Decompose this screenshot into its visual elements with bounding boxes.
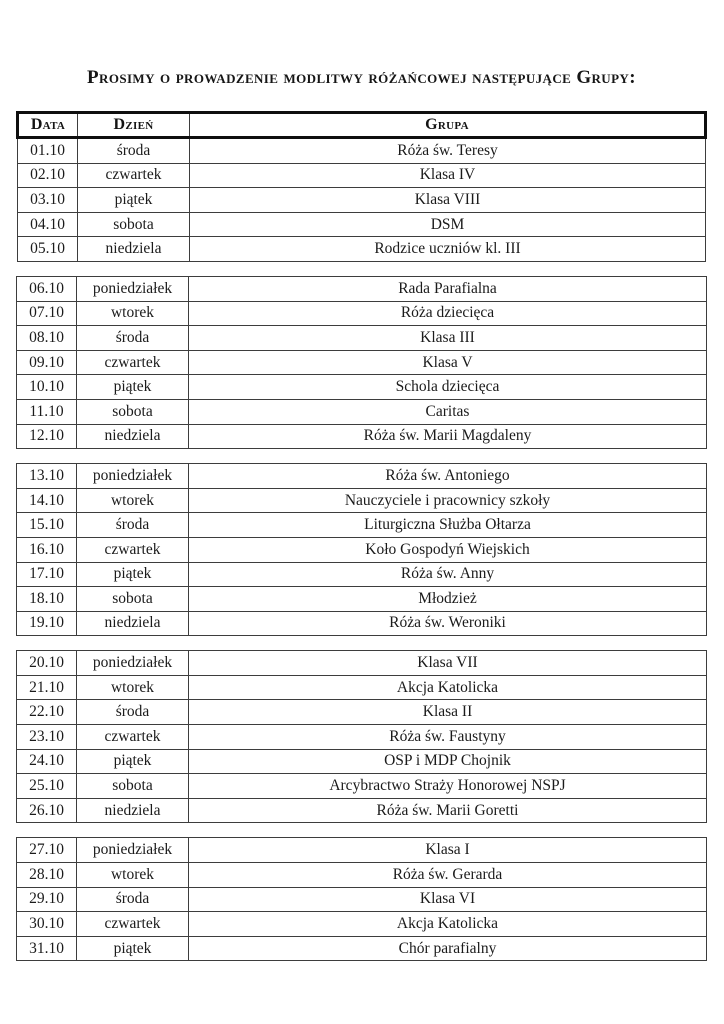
group-cell: Róża św. Anny [189, 562, 707, 587]
group-cell: Klasa II [189, 700, 707, 725]
table-row [17, 887, 707, 912]
day-cell: piątek [77, 749, 189, 774]
date-cell: 02.10 [18, 163, 78, 188]
day-cell: środa [78, 138, 190, 164]
table-row [17, 651, 707, 676]
date-cell: 10.10 [17, 375, 77, 400]
group-cell: Liturgiczna Służba Ołtarza [189, 513, 707, 538]
table-row [17, 912, 707, 937]
day-cell: piątek [77, 562, 189, 587]
date-cell: 29.10 [17, 887, 77, 912]
group-cell: Akcja Katolicka [189, 675, 707, 700]
group-cell: Nauczyciele i pracownicy szkoły [189, 488, 707, 513]
date-cell: 11.10 [17, 399, 77, 424]
date-cell: 12.10 [17, 424, 77, 449]
group-cell: Koło Gospodyń Wiejskich [189, 537, 707, 562]
date-cell: 08.10 [17, 326, 77, 351]
table-row [17, 464, 707, 489]
day-cell: czwartek [77, 537, 189, 562]
table-row [17, 725, 707, 750]
group-cell: Klasa III [189, 326, 707, 351]
table-row [17, 774, 707, 799]
group-cell: Róża św. Marii Goretti [189, 798, 707, 823]
day-cell: środa [77, 887, 189, 912]
table-row [18, 212, 706, 237]
date-cell: 05.10 [18, 237, 78, 262]
day-cell: poniedziałek [77, 838, 189, 863]
table-row [18, 237, 706, 262]
group-cell: Róża św. Teresy [190, 138, 706, 164]
group-cell: Róża św. Marii Magdaleny [189, 424, 707, 449]
table-row [17, 399, 707, 424]
day-cell: wtorek [77, 301, 189, 326]
group-cell: Schola dziecięca [189, 375, 707, 400]
day-cell: poniedziałek [77, 276, 189, 301]
day-cell: czwartek [77, 912, 189, 937]
schedule-table-block-4 [16, 650, 707, 823]
date-cell: 28.10 [17, 863, 77, 888]
date-cell: 19.10 [17, 611, 77, 636]
table-row [17, 798, 707, 823]
group-cell: Klasa V [189, 350, 707, 375]
table-row [17, 424, 707, 449]
group-cell: Róża św. Antoniego [189, 464, 707, 489]
table-row [17, 513, 707, 538]
day-cell: niedziela [77, 611, 189, 636]
date-cell: 18.10 [17, 587, 77, 612]
day-cell: środa [77, 700, 189, 725]
group-cell: Róża św. Gerarda [189, 863, 707, 888]
date-cell: 24.10 [17, 749, 77, 774]
page-title: Prosimy o prowadzenie modlitwy różańcowej następujące Grupy: [87, 67, 636, 88]
column-header-dzien: Dzień [78, 113, 190, 138]
date-cell: 14.10 [17, 488, 77, 513]
day-cell: sobota [77, 774, 189, 799]
table-row [18, 188, 706, 213]
table-row [17, 301, 707, 326]
group-cell: OSP i MDP Chojnik [189, 749, 707, 774]
day-cell: poniedziałek [77, 651, 189, 676]
group-cell: Arcybractwo Straży Honorowej NSPJ [189, 774, 707, 799]
table-row [17, 326, 707, 351]
day-cell: piątek [78, 188, 190, 213]
day-cell: niedziela [77, 798, 189, 823]
day-cell: sobota [78, 212, 190, 237]
day-cell: czwartek [77, 725, 189, 750]
date-cell: 06.10 [17, 276, 77, 301]
table-row [17, 936, 707, 961]
column-header-data: Data [18, 113, 78, 138]
date-cell: 26.10 [17, 798, 77, 823]
table-row [17, 537, 707, 562]
table-row [17, 562, 707, 587]
day-cell: poniedziałek [77, 464, 189, 489]
column-header-grupa: Grupa [190, 113, 706, 138]
schedule-table-block-5 [16, 837, 707, 961]
day-cell: niedziela [78, 237, 190, 262]
day-cell: piątek [77, 375, 189, 400]
date-cell: 25.10 [17, 774, 77, 799]
group-cell: Róża św. Faustyny [189, 725, 707, 750]
table-row [17, 611, 707, 636]
table-row [17, 700, 707, 725]
day-cell: środa [77, 513, 189, 538]
day-cell: wtorek [77, 488, 189, 513]
group-cell: Rada Parafialna [189, 276, 707, 301]
schedule-table-block-3 [16, 463, 707, 636]
date-cell: 15.10 [17, 513, 77, 538]
group-cell: Akcja Katolicka [189, 912, 707, 937]
table-row [18, 163, 706, 188]
schedule-table-block-2 [16, 276, 707, 449]
date-cell: 17.10 [17, 562, 77, 587]
date-cell: 30.10 [17, 912, 77, 937]
date-cell: 03.10 [18, 188, 78, 213]
day-cell: sobota [77, 399, 189, 424]
day-cell: sobota [77, 587, 189, 612]
table-row [17, 375, 707, 400]
day-cell: wtorek [77, 675, 189, 700]
day-cell: piątek [77, 936, 189, 961]
group-cell: Róża dziecięca [189, 301, 707, 326]
group-cell: Klasa VIII [190, 188, 706, 213]
schedule-tables [16, 111, 707, 961]
table-row [17, 587, 707, 612]
group-cell: Caritas [189, 399, 707, 424]
group-cell: Młodzież [189, 587, 707, 612]
table-row [17, 350, 707, 375]
table-row [18, 138, 706, 164]
table-row [17, 488, 707, 513]
group-cell: Klasa VII [189, 651, 707, 676]
header-row [18, 113, 706, 138]
date-cell: 21.10 [17, 675, 77, 700]
date-cell: 16.10 [17, 537, 77, 562]
date-cell: 31.10 [17, 936, 77, 961]
table-row [17, 675, 707, 700]
date-cell: 04.10 [18, 212, 78, 237]
date-cell: 20.10 [17, 651, 77, 676]
group-cell: Rodzice uczniów kl. III [190, 237, 706, 262]
group-cell: Chór parafialny [189, 936, 707, 961]
group-cell: Klasa IV [190, 163, 706, 188]
day-cell: czwartek [78, 163, 190, 188]
table-row [17, 276, 707, 301]
date-cell: 27.10 [17, 838, 77, 863]
table-row [17, 838, 707, 863]
date-cell: 22.10 [17, 700, 77, 725]
day-cell: wtorek [77, 863, 189, 888]
table-row [17, 863, 707, 888]
schedule-table-block-1 [16, 111, 707, 262]
group-cell: Róża św. Weroniki [189, 611, 707, 636]
date-cell: 07.10 [17, 301, 77, 326]
date-cell: 13.10 [17, 464, 77, 489]
group-cell: Klasa VI [189, 887, 707, 912]
table-row [17, 749, 707, 774]
date-cell: 23.10 [17, 725, 77, 750]
group-cell: Klasa I [189, 838, 707, 863]
day-cell: czwartek [77, 350, 189, 375]
date-cell: 01.10 [18, 138, 78, 164]
date-cell: 09.10 [17, 350, 77, 375]
day-cell: środa [77, 326, 189, 351]
day-cell: niedziela [77, 424, 189, 449]
group-cell: DSM [190, 212, 706, 237]
